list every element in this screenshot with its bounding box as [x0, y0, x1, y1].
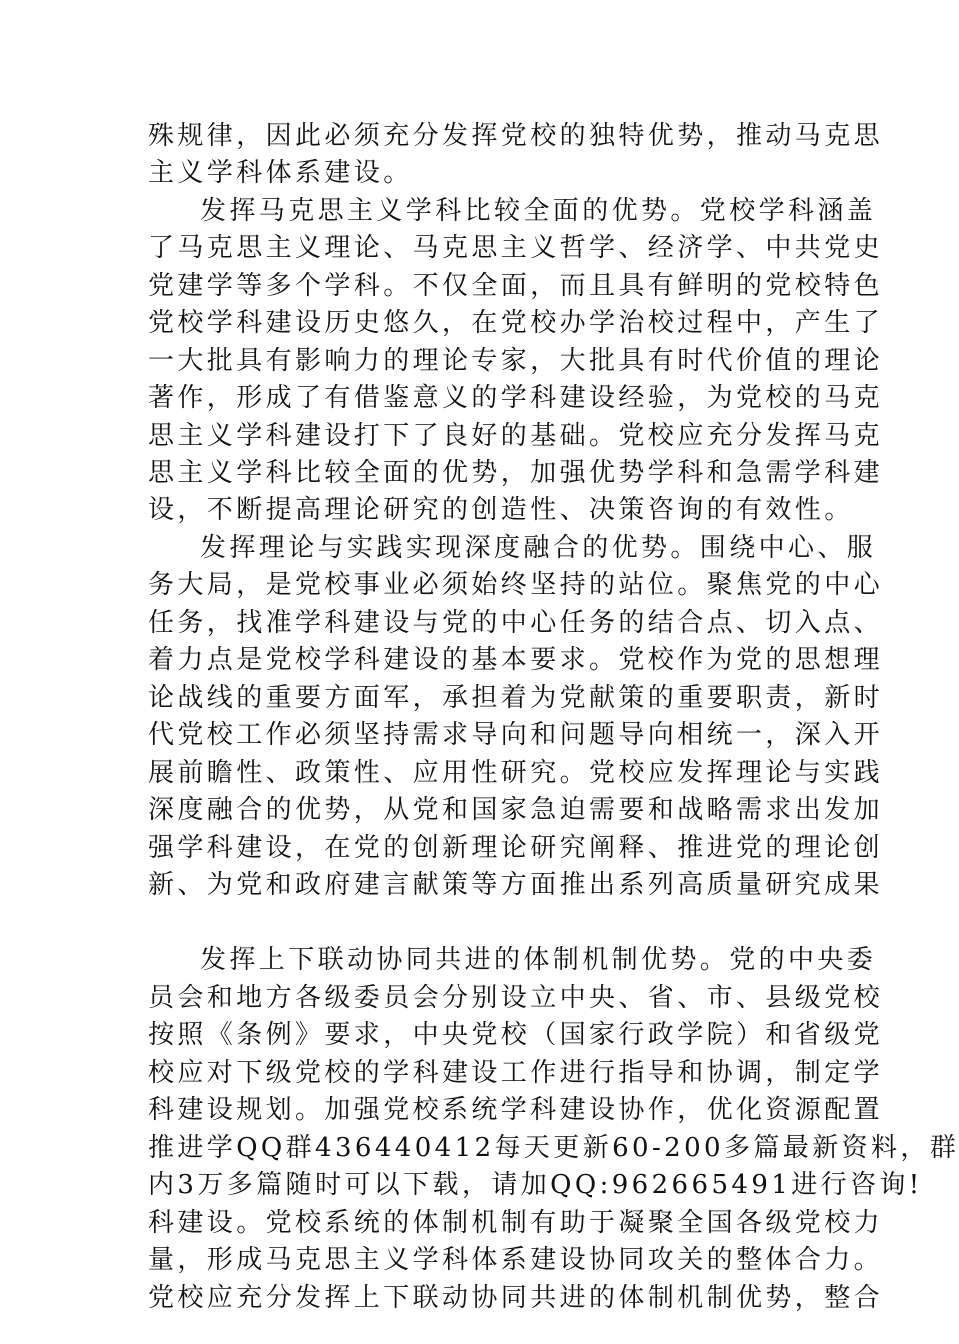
- paragraph-first-line: 发挥理论与实践实现深度融合的优势。围绕中心、服: [200, 533, 877, 563]
- text-line: 著作，形成了有借鉴意义的学科建设经验，为党校的马克: [148, 383, 884, 413]
- text-line: 代党校工作必须坚持需求导向和问题导向相统一，深入开: [148, 720, 884, 750]
- text-line: 按照《条例》要求，中央党校（国家行政学院）和省级党: [148, 1020, 884, 1050]
- text-line: 科建设。党校系统的体制机制有助于凝聚全国各级党校力: [148, 1208, 884, 1238]
- paragraph-first-line: 发挥马克思主义学科比较全面的优势。党校学科涵盖: [200, 196, 877, 226]
- text-line: 主义学科体系建设。: [148, 158, 413, 188]
- text-line: 论战线的重要方面军，承担着为党献策的重要职责，新时: [148, 683, 884, 713]
- text-line: 设，不断提高理论研究的创造性、决策咨询的有效性。: [148, 495, 854, 525]
- text-line: 殊规律，因此必须充分发挥党校的独特优势，推动马克思: [148, 121, 884, 151]
- text-line: 党校应充分发挥上下联动协同共进的体制机制优势，整合: [148, 1283, 884, 1313]
- text-line: 内3万多篇随时可以下载，请加QQ:962665491进行咨询!: [148, 1170, 923, 1200]
- paragraph-first-line: 发挥上下联动协同共进的体制机制优势。党的中央委: [200, 945, 877, 975]
- text-line: 深度融合的优势，从党和国家急迫需要和战略需求出发加: [148, 795, 884, 825]
- text-line: 展前瞻性、政策性、应用性研究。党校应发挥理论与实践: [148, 758, 884, 788]
- text-line: 科建设规划。加强党校系统学科建设协作，优化资源配置: [148, 1095, 884, 1125]
- text-line: 思主义学科建设打下了良好的基础。党校应充分发挥马克: [148, 421, 884, 451]
- text-line: 党建学等多个学科。不仅全面，而且具有鲜明的党校特色: [148, 271, 884, 301]
- text-line: 党校学科建设历史悠久，在党校办学治校过程中，产生了: [148, 308, 884, 338]
- text-line: 量，形成马克思主义学科体系建设协同攻关的整体合力。: [148, 1245, 884, 1275]
- text-line: 任务，找准学科建设与党的中心任务的结合点、切入点、: [148, 608, 884, 638]
- text-line: 思主义学科比较全面的优势，加强优势学科和急需学科建: [148, 458, 884, 488]
- text-line: 推进学QQ群436440412每天更新60-200多篇最新资料，群: [148, 1133, 959, 1163]
- text-line: 一大批具有影响力的理论专家，大批具有时代价值的理论: [148, 346, 884, 376]
- text-line: 校应对下级党校的学科建设工作进行指导和协调，制定学: [148, 1058, 884, 1088]
- text-line: 强学科建设，在党的创新理论研究阐释、推进党的理论创: [148, 833, 884, 863]
- text-line: 新、为党和政府建言献策等方面推出系列高质量研究成果: [148, 870, 884, 900]
- text-line: 务大局，是党校事业必须始终坚持的站位。聚焦党的中心: [148, 570, 884, 600]
- text-line: 着力点是党校学科建设的基本要求。党校作为党的思想理: [148, 645, 884, 675]
- text-line: 员会和地方各级委员会分别设立中央、省、市、县级党校: [148, 983, 884, 1013]
- text-line: 了马克思主义理论、马克思主义哲学、经济学、中共党史: [148, 233, 884, 263]
